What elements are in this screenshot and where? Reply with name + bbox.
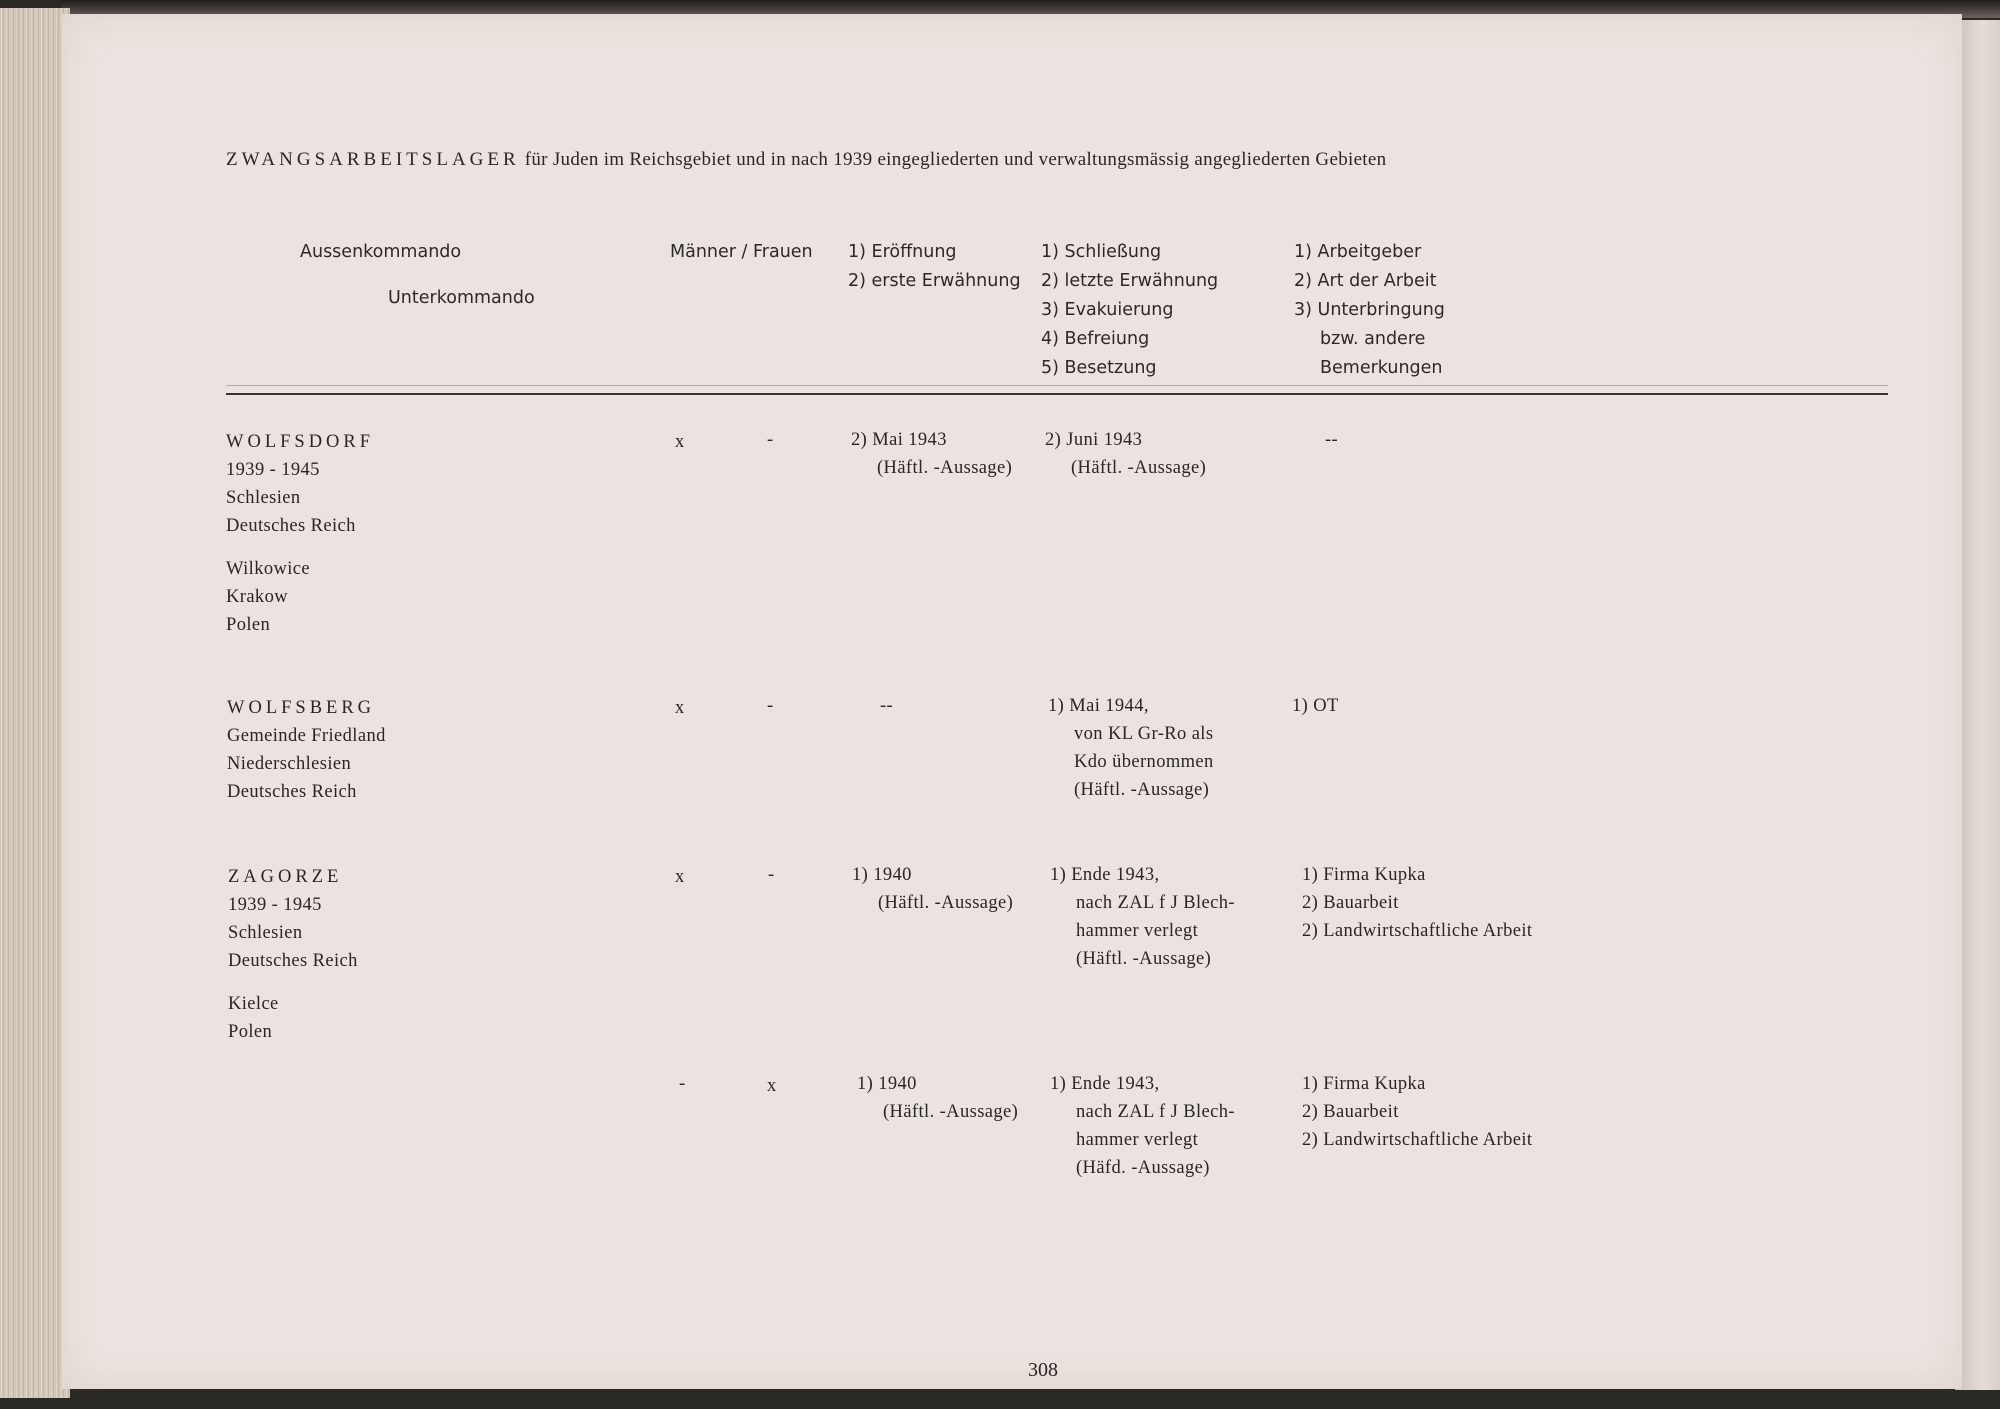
schliessung-line: von KL Gr-Ro als xyxy=(1074,724,1214,744)
book-page xyxy=(62,14,1962,1389)
eroeffnung-line: 1) 1940 xyxy=(852,865,912,885)
entry-eroeffnung xyxy=(880,692,893,720)
camp-name: ZAGORZE xyxy=(228,867,343,887)
header-schliessung-line: 5) Besetzung xyxy=(1041,358,1157,378)
arbeitgeber-line: 2) Bauarbeit xyxy=(1302,1102,1399,1122)
arbeitgeber-line: 1) Firma Kupka xyxy=(1302,1074,1426,1094)
entry-eroeffnung xyxy=(851,426,1012,482)
sub-place-country: Polen xyxy=(226,615,271,635)
header-rule-faint xyxy=(226,385,1888,386)
entry-frauen: - xyxy=(767,696,774,716)
page-title-spaced: ZWANGSARBEITSLAGER xyxy=(226,149,520,170)
eroeffnung-line: 1) 1940 xyxy=(857,1074,917,1094)
schliessung-line: (Häftl. -Aussage) xyxy=(1074,780,1210,800)
entry-sub-place xyxy=(226,555,310,639)
eroeffnung-line: (Häftl. -Aussage) xyxy=(878,893,1014,913)
camp-region: Schlesien xyxy=(228,923,303,943)
entry-maenner: - xyxy=(679,1074,686,1094)
header-eroeffnung-line: 2) erste Erwähnung xyxy=(848,271,1021,291)
header-rule xyxy=(226,393,1888,395)
camp-years: 1939 - 1945 xyxy=(228,895,322,915)
entry-maenner: x xyxy=(675,432,685,452)
entry-arbeitgeber xyxy=(1325,426,1338,454)
arbeitgeber-line: 2) Landwirtschaftliche Arbeit xyxy=(1302,1130,1533,1150)
header-eroeffnung xyxy=(848,238,1021,296)
schliessung-line: 1) Mai 1944, xyxy=(1048,696,1149,716)
camp-country: Deutsches Reich xyxy=(226,516,356,536)
schliessung-line: (Häfd. -Aussage) xyxy=(1076,1158,1210,1178)
page-title-rest: für Juden im Reichsgebiet und in nach 1939 eingegliederten und verwaltungsmässig angegliederten Gebieten xyxy=(524,149,1387,170)
camp-name: WOLFSDORF xyxy=(226,432,375,452)
header-arbeitgeber-line: Bemerkungen xyxy=(1320,358,1443,378)
entry-arbeitgeber xyxy=(1302,1070,1532,1154)
entry-sub-place xyxy=(228,990,279,1046)
entry-schliessung xyxy=(1050,861,1235,973)
schliessung-line: (Häftl. -Aussage) xyxy=(1076,949,1212,969)
arbeitgeber-line: 2) Bauarbeit xyxy=(1302,893,1399,913)
entry-place xyxy=(228,863,358,975)
camp-municipality: Gemeinde Friedland xyxy=(227,726,386,746)
entry-schliessung xyxy=(1048,692,1214,804)
entry-schliessung xyxy=(1050,1070,1235,1182)
header-arbeitgeber-line: 3) Unterbringung xyxy=(1294,300,1445,320)
header-eroeffnung-line: 1) Eröffnung xyxy=(848,242,957,262)
entry-maenner: x xyxy=(675,867,685,887)
schliessung-line: nach ZAL f J Blech- xyxy=(1076,1102,1235,1122)
entry-arbeitgeber xyxy=(1302,861,1532,945)
arbeitgeber-line: 1) OT xyxy=(1292,696,1339,716)
book-page-edges xyxy=(0,8,70,1398)
camp-country: Deutsches Reich xyxy=(228,951,358,971)
sub-place-name: Kielce xyxy=(228,994,279,1014)
schliessung-line: 1) Ende 1943, xyxy=(1050,865,1160,885)
page-title xyxy=(226,149,1386,171)
header-schliessung-line: 2) letzte Erwähnung xyxy=(1041,271,1219,291)
entry-eroeffnung xyxy=(852,861,1013,917)
page-number: 308 xyxy=(1028,1359,1058,1381)
camp-region: Niederschlesien xyxy=(227,754,352,774)
eroeffnung-line: -- xyxy=(880,696,894,716)
sub-place-name: Wilkowice xyxy=(226,559,311,579)
header-arbeitgeber-line: 2) Art der Arbeit xyxy=(1294,271,1437,291)
entry-frauen: - xyxy=(768,865,775,885)
entry-place xyxy=(226,428,374,540)
header-schliessung xyxy=(1041,238,1218,383)
camp-country: Deutsches Reich xyxy=(227,782,357,802)
arbeitgeber-line: -- xyxy=(1325,430,1339,450)
schliessung-line: 2) Juni 1943 xyxy=(1045,430,1143,450)
header-unterkommando: Unterkommando xyxy=(388,288,535,308)
schliessung-line: nach ZAL f J Blech- xyxy=(1076,893,1235,913)
arbeitgeber-line: 1) Firma Kupka xyxy=(1302,865,1426,885)
schliessung-line: 1) Ende 1943, xyxy=(1050,1074,1160,1094)
schliessung-line: hammer verlegt xyxy=(1076,921,1199,941)
entry-maenner: x xyxy=(675,698,685,718)
entry-frauen: - xyxy=(767,430,774,450)
header-schliessung-line: 4) Befreiung xyxy=(1041,329,1150,349)
entry-frauen: x xyxy=(767,1076,777,1096)
arbeitgeber-line: 2) Landwirtschaftliche Arbeit xyxy=(1302,921,1533,941)
entry-eroeffnung xyxy=(857,1070,1018,1126)
schliessung-line: Kdo übernommen xyxy=(1074,752,1214,772)
schliessung-line: (Häftl. -Aussage) xyxy=(1071,458,1207,478)
eroeffnung-line: (Häftl. -Aussage) xyxy=(883,1102,1019,1122)
camp-name: WOLFSBERG xyxy=(227,698,376,718)
header-arbeitgeber xyxy=(1294,238,1445,383)
entry-arbeitgeber xyxy=(1292,692,1339,720)
eroeffnung-line: 2) Mai 1943 xyxy=(851,430,947,450)
sub-place-country: Polen xyxy=(228,1022,273,1042)
camp-years: 1939 - 1945 xyxy=(226,460,320,480)
header-aussenkommando: Aussenkommando xyxy=(300,242,462,262)
eroeffnung-line: (Häftl. -Aussage) xyxy=(877,458,1013,478)
header-maenner-frauen: Männer / Frauen xyxy=(670,242,813,262)
entry-schliessung xyxy=(1045,426,1206,482)
schliessung-line: hammer verlegt xyxy=(1076,1130,1199,1150)
header-schliessung-line: 1) Schließung xyxy=(1041,242,1162,262)
sub-place-city: Krakow xyxy=(226,587,288,607)
header-arbeitgeber-line: bzw. andere xyxy=(1320,329,1426,349)
entry-place xyxy=(227,694,386,806)
camp-region: Schlesien xyxy=(226,488,301,508)
header-arbeitgeber-line: 1) Arbeitgeber xyxy=(1294,242,1422,262)
header-schliessung-line: 3) Evakuierung xyxy=(1041,300,1174,320)
